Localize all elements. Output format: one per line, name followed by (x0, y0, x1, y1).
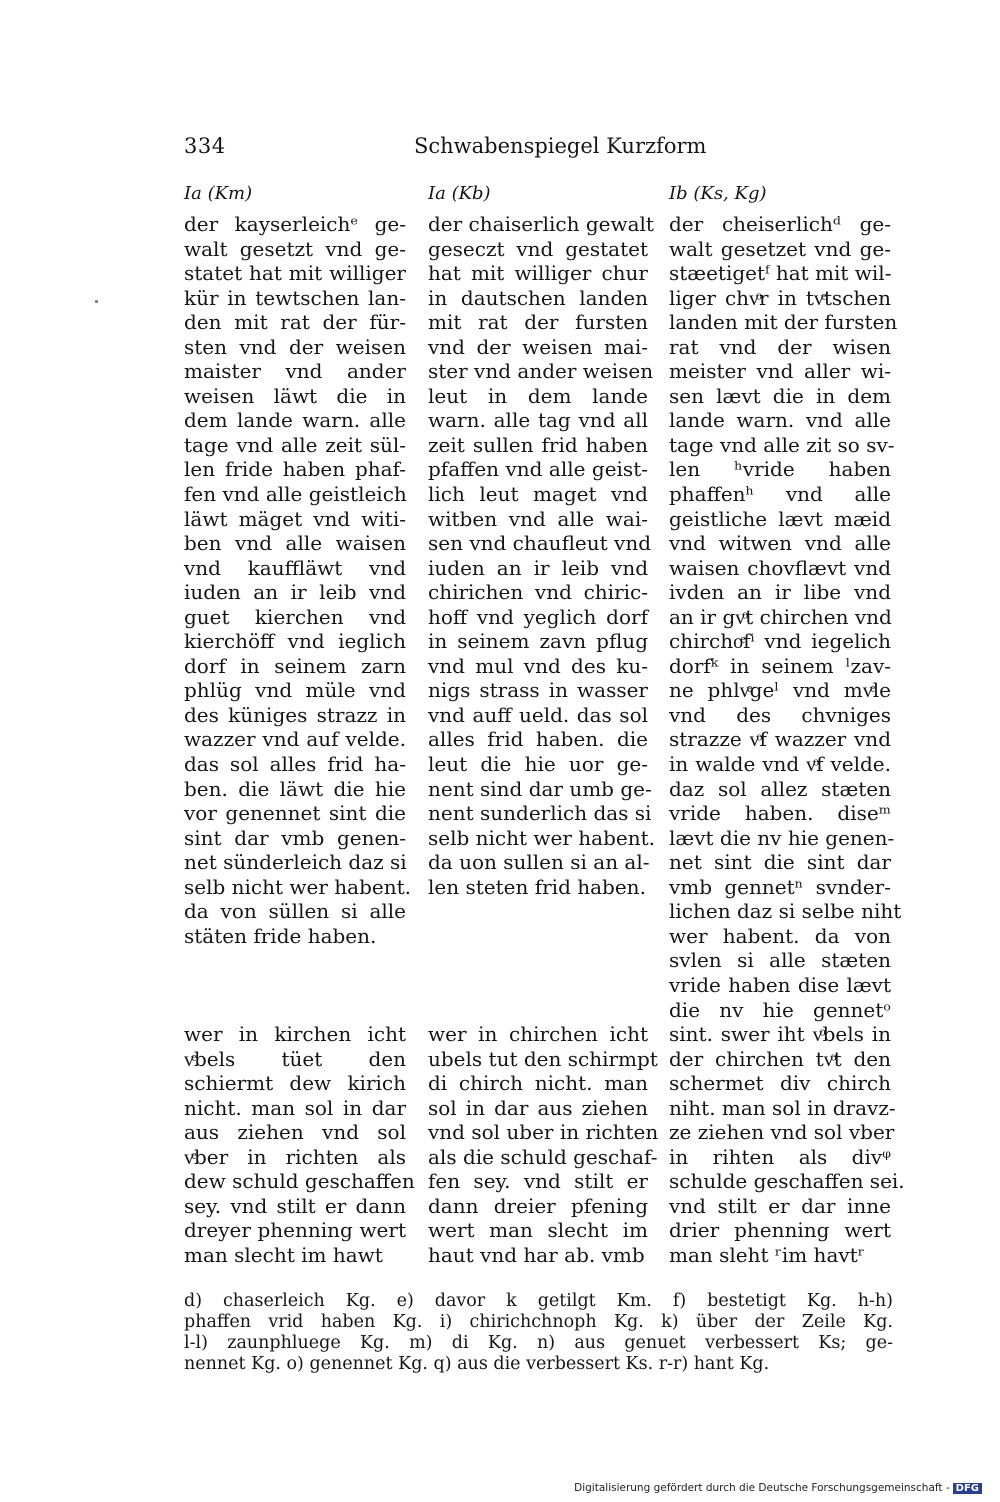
text-line: wert man slecht im (428, 1218, 648, 1243)
text-line: iuden an ir leib vnd (428, 555, 648, 580)
text-line: dreyer phenning wert (184, 1218, 406, 1243)
column-heading-ib-ks-kg: Ib (Ks, Kg) (669, 183, 767, 204)
text-line: wer habent. da von (669, 923, 891, 948)
text-line: dorf in seinem zarn (184, 653, 406, 678)
text-line: kür in tewtschen lan- (184, 285, 406, 310)
text-line: waisen chovflævt vnd (669, 555, 891, 580)
text-line: lich leut maget vnd (428, 482, 648, 507)
text-line: des küniges strazz in (184, 702, 406, 727)
text-line: vnd auff ueld. das sol (428, 702, 648, 727)
text-line: zeit sullen frid haben (428, 432, 648, 457)
text-line: net sünderleich daz si (184, 850, 407, 875)
text-line: vor genennet sint die (184, 801, 406, 826)
text-line: kierchöff vnd ieglich (184, 629, 406, 654)
text-line: hoff vnd yeglich dorf (428, 604, 648, 629)
text-line: geseczt vnd gestatet (428, 236, 648, 261)
text-line: guet kierchen vnd (184, 604, 406, 629)
text-line: lichen daz si selbe niht (669, 899, 902, 924)
text-line: phlüg vnd müle vnd (184, 678, 406, 703)
text-line: sen vnd chaufleut vnd (428, 531, 651, 556)
text-line: ben. die läwt die hie (184, 776, 406, 801)
text-line: sey. vnd stilt er dann (184, 1193, 406, 1218)
text-line: statet hat mit williger (184, 261, 406, 286)
text-line: warn. alle tag vnd all (428, 408, 648, 433)
text-line: der chirchen tvͦt den (669, 1046, 891, 1071)
text-line: der cheiserlichᵈ ge- (669, 212, 891, 236)
text-line: dem lande warn. alle (184, 408, 406, 433)
text-line: walt gesetzt vnd ge- (184, 236, 406, 261)
text-line: aus ziehen vnd sol (184, 1120, 406, 1145)
page-number: 334 (184, 134, 226, 158)
text-line: lævt die nv hie genen- (669, 825, 895, 850)
text-line: leut in dem lande (428, 383, 648, 408)
text-line: nent sind dar umb ge- (428, 776, 652, 801)
footnote-line: l-l) zaunphluege Kg. m) di Kg. n) aus genuet verbessert Ks; ge- (184, 1333, 893, 1353)
text-line: vͤbels tüet den (184, 1046, 406, 1071)
text-line: vnd der weisen mai- (428, 334, 648, 359)
text-line: schiermt dew kirich (184, 1071, 406, 1096)
text-line: dann dreier pfening (428, 1193, 648, 1218)
text-line: tage vnd alle zit so sv- (669, 432, 895, 457)
text-line: di chirch nicht. man (428, 1071, 648, 1096)
text-line: rat vnd der wisen (669, 334, 891, 359)
text-line: vnd sol uber in richten (428, 1120, 659, 1145)
text-line: net sint die sint dar (669, 850, 891, 875)
column-ia-kb-lower-text (428, 1022, 659, 1267)
text-line: walt gesetzet vnd ge- (669, 236, 891, 261)
column-ia-km-upper-text (184, 212, 412, 948)
text-line: len steten frid haben. (428, 874, 646, 899)
text-line: vͤber in richten als (184, 1144, 406, 1169)
text-line: hat mit williger chur (428, 261, 648, 286)
text-line: chirichen vnd chiric- (428, 580, 648, 605)
text-line: nicht. man sol in dar (184, 1095, 406, 1120)
column-ia-km-lower-text (184, 1022, 415, 1267)
text-line: die nv hie gennetᵒ (669, 997, 891, 1022)
text-line: an ir gvͦt chirchen vnd (669, 604, 892, 629)
text-line: ze ziehen vnd sol vber (669, 1120, 895, 1145)
text-line: vnd stilt er dar inne (669, 1193, 891, 1218)
text-line: vnd witwen vnd alle (669, 531, 891, 556)
text-line: witben vnd alle wai- (428, 506, 648, 531)
text-line: nigs strass in wasser (428, 678, 648, 703)
text-line: vnd mul vnd des ku- (428, 653, 648, 678)
text-line: drier phenning wert (669, 1218, 891, 1243)
text-line: meister vnd aller wi- (669, 359, 891, 384)
text-line: lande warn. vnd alle (669, 408, 891, 433)
text-line: alles frid haben. die (428, 727, 648, 752)
text-line: sint dar vmb genen- (184, 825, 406, 850)
text-line: selb nicht wer habent. (184, 874, 412, 899)
column-heading-ia-kb: Ia (Kb) (428, 183, 491, 204)
text-line: sint. swer iht vͦbels in (669, 1022, 891, 1047)
funding-text: Digitalisierung gefördert durch die Deutsche Forschungsgemeinschaft - (574, 1482, 950, 1494)
text-line: vnd des chvniges (669, 702, 891, 727)
text-line: liger chvͦr in tvͤtschen (669, 285, 891, 310)
text-line: daz sol allez stæten (669, 776, 891, 801)
dfg-logo: DFG (953, 1483, 982, 1494)
text-line: sol in dar aus ziehen (428, 1095, 648, 1120)
scan-speck (95, 300, 98, 303)
text-line: fen vnd alle geistleich (184, 482, 407, 507)
text-line: maister vnd ander (184, 359, 406, 384)
text-line: schulde geschaffen sei. (669, 1169, 905, 1194)
text-line: phaffenʰ vnd alle (669, 482, 891, 507)
text-line: wer in kirchen icht (184, 1022, 406, 1046)
text-line: weisen läwt die in (184, 383, 406, 408)
text-line: nent sunderlich das si (428, 801, 652, 826)
funding-note (574, 1482, 982, 1494)
text-line: vmb gennetⁿ svnder- (669, 874, 891, 899)
text-line: in rihten als divᵠ (669, 1144, 891, 1169)
text-line: ubels tut den schirmpt (428, 1046, 658, 1071)
text-line: fen sey. vnd stilt er (428, 1169, 648, 1194)
text-line: pfaffen vnd alle geist- (428, 457, 648, 482)
text-line: vnd kauffläwt vnd (184, 555, 406, 580)
text-line: sten vnd der weisen (184, 334, 406, 359)
text-line: vride haben. diseᵐ (669, 801, 891, 826)
text-line: niht. man sol in dravz- (669, 1095, 896, 1120)
text-line: iuden an ir leib vnd (184, 580, 406, 605)
footnote-line: d) chaserleich Kg. e) davor k getilgt Km. f) bestetigt Kg. h-h) (184, 1291, 893, 1311)
text-line: ben vnd alle waisen (184, 531, 406, 556)
text-line: landen mit der fursten (669, 310, 898, 335)
text-line: in seinem zavn pflug (428, 629, 648, 654)
text-line: vride haben dise lævt (669, 972, 891, 997)
text-line: stäten fride haben. (184, 923, 377, 948)
text-line: da uon sullen si an al- (428, 850, 650, 875)
text-line: len ʰvride haben (669, 457, 891, 482)
column-ia-kb-upper-text (428, 212, 656, 899)
text-line: ster vnd ander weisen (428, 359, 654, 384)
text-line: wazzer vnd auf velde. (184, 727, 406, 752)
text-line: ivden an ir libe vnd (669, 580, 891, 605)
text-line: geistliche lævt mæid (669, 506, 891, 531)
text-line: leut die hie uor ge- (428, 752, 648, 777)
text-line: stæetigetᶠ hat mit wil- (669, 261, 892, 286)
text-line: als die schuld geschaf- (428, 1144, 658, 1169)
text-line: dew schuld geschaffen (184, 1169, 415, 1194)
text-line: selb nicht wer habent. (428, 825, 656, 850)
text-line: wer in chirchen icht (428, 1022, 648, 1046)
text-line: ne phlvͤgeˡ vnd mvͤle (669, 678, 891, 703)
text-line: man sleht ʳim havtʳ (669, 1242, 865, 1267)
text-line: tage vnd alle zeit sül- (184, 432, 406, 457)
footnote-line: phaffen vrid haben Kg. i) chirichchnoph Kg. k) über der Zeile Kg. (184, 1312, 893, 1332)
footnote-line: nennet Kg. o) genennet Kg. q) aus die verbessert Ks. r-r) hant Kg. (184, 1354, 770, 1374)
text-line: der kayserleichᵉ ge- (184, 212, 406, 236)
text-line: len fride haben phaf- (184, 457, 406, 482)
text-line: den mit rat der für- (184, 310, 406, 335)
text-line: sen lævt die in dem (669, 383, 891, 408)
text-line: strazze vͦf wazzer vnd (669, 727, 891, 752)
text-line: schermet div chirch (669, 1071, 891, 1096)
text-line: da von süllen si alle (184, 899, 406, 924)
text-line: in dautschen landen (428, 285, 648, 310)
text-line: mit rat der fursten (428, 310, 648, 335)
text-line: haut vnd har ab. vmb (428, 1242, 645, 1267)
text-line: dorfᵏ in seinem ˡzav- (669, 653, 891, 678)
text-line: in walde vnd vͦf velde. (669, 752, 891, 777)
running-title: Schwabenspiegel Kurzform (414, 134, 707, 158)
text-line: läwt mäget vnd witi- (184, 506, 406, 531)
column-ib-text (669, 212, 905, 1268)
text-line: svlen si alle stæten (669, 948, 891, 973)
text-line: chirchoͤfⁱ vnd iegelich (669, 629, 891, 654)
text-line: der chaiserlich gewalt (428, 212, 654, 236)
text-line: das sol alles frid ha- (184, 752, 406, 777)
text-line: man slecht im hawt (184, 1242, 383, 1267)
column-heading-ia-km: Ia (Km) (184, 183, 253, 204)
footnotes (184, 1291, 893, 1375)
